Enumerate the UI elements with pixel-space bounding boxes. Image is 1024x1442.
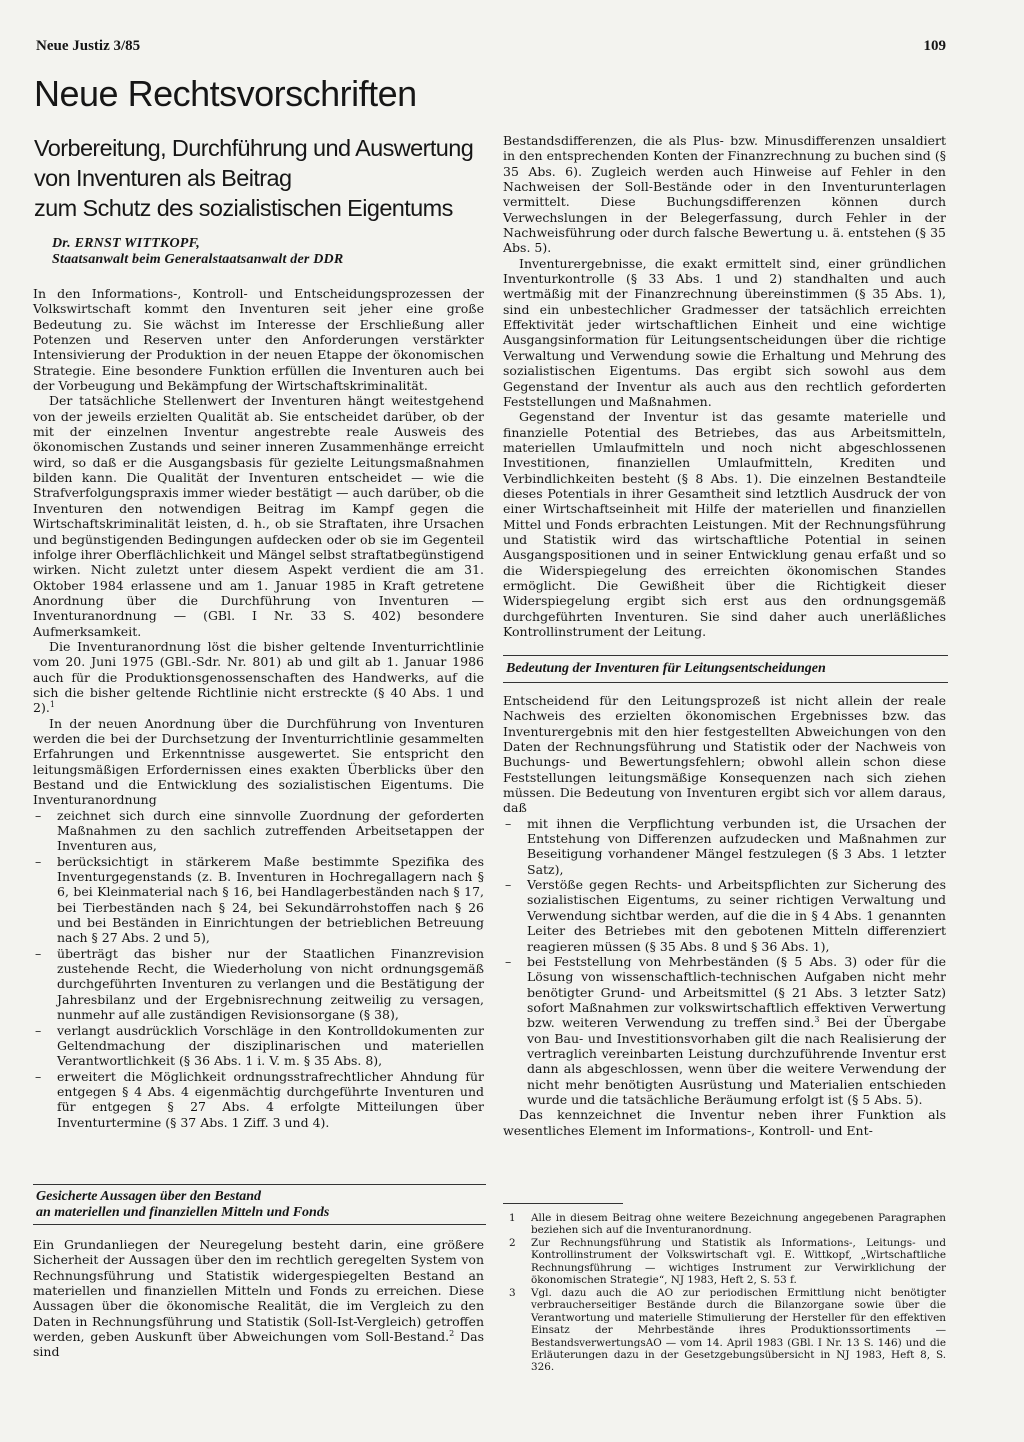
footnotes [503,1212,946,1374]
footnote-ref[interactable]: 2 [449,1328,455,1338]
article-title [34,133,489,223]
footnote-ref[interactable]: 3 [814,1015,820,1025]
footnote-number: 3 [509,1286,516,1299]
footnote-ref[interactable]: 1 [49,700,55,710]
list-item-text: bei Feststellung von Mehrbeständen (§ 5 Abs. 3) oder für die Lösung von wissenschaftlich-technischen Aufgaben nicht mehr benötigter Grund- und Arbeitsmittel (§ 21 Abs. 3 letzter Satz) sofort Maßnahmen zur volkswirtschaftlich effektiven Verwertung bzw. weiteren Verwendung zu treffen sind. [527,953,946,1031]
section-title: Neue Rechtsvorschriften [34,73,417,114]
paragraph [33,639,484,716]
footnote-text: Vgl. dazu auch die AO zur periodischen Ermittlung nicht benötigter verbraucherseitiger Bestände durch die Bilanzorgane sowie über die Verantwortung und materielle Stimulierung der Hersteller für den effektiven Einsatz der Mehrbestände ihres Produktionssortiments — BestandsverwertungsAO — vom 14. April 1983 (GBl. I Nr. 13 S. 146) und die Erläuterungen dazu in der Gesetzgebungsübersicht in NJ 1983, Heft 8, S. 326. [531,1286,946,1374]
author-role: Staatsanwalt beim Generalstaatsanwalt der DDR [52,252,344,267]
paragraph [33,1237,484,1360]
list-item: – erweitert die Möglichkeit ordnungsstrafrechtlicher Ahndung für entgegen § 4 Abs. 4 eigenmächtig durchgeführte Inventuren und für entgegen § 27 Abs. 4 erfolgte Mitteilungen über Inventurtermine (§ 37 Abs. 1 Ziff. 3 und 4). [33,1069,484,1130]
footnote-divider [503,1203,623,1204]
bullet-list [503,816,946,1108]
subheading [36,1189,486,1221]
left-column [33,286,484,1130]
bullet-list [33,808,484,1130]
page-number: 109 [923,38,946,54]
paragraph: Inventurergebnisse, die exakt ermittelt sind, einer gründlichen Inventurkontrolle (§ 33 Abs. 1 und 2) standhalten und auch wertmäßig mit der Finanzrechnung übereinstimmen (§ 35 Abs. 1), sind ein unbestechlicher Gradmesser der tatsächlich erreichten Effektivität jeder wirtschaftlichen Einheit und eine wichtige Ausgangsinformation für Leitungsentscheidungen über die richtige Verwaltung und Verwendung sowie die Erhaltung und Mehrung des sozialistischen Eigentums. Das ergibt sich sowohl aus dem Gegenstand der Inventur als auch aus den rechtlich geforderten Feststellungen und Maßnahmen. [503,255,946,409]
paragraph: Gegenstand der Inventur ist das gesamte materielle und finanzielle Potential des Betriebes, das aus Arbeitsmitteln, materiellen Umlaufmitteln und noch nicht abgeschlossenen Investitionen, finanziellen Umlaufmitteln, Krediten und Verbindlichkeiten besteht (§ 8 Abs. 1). Die einzelnen Bestandteile dieses Potentials in ihrer Gesamtheit sind letztlich Ausdruck der von einer Wirtschaftseinheit mit Hilfe der materiellen und finanziellen Mittel und Fonds erbrachten Leistungen. Mit der Rechnungsführung und Statistik wird das wirtschaftliche Potential in seinen Ausgangspositionen und in seiner Entwicklung genau erfaßt und so die Widerspiegelung des erreichten ökonomischen Standes ermöglicht. Die Gewißheit über die Richtigkeit dieser Widerspiegelung ergibt sich erst aus den ordnungsgemäß durchgeführten Inventuren. Sie sind daher auch unerläßliches Kontrollinstrument der Leitung. [503,409,946,639]
divider [503,655,948,656]
list-item: – überträgt das bisher nur der Staatlichen Finanzrevision zustehende Recht, die Wiederholung von nicht ordnungsgemäß durchgeführten Inventuren zu verlangen und die Bestätigung der Jahresbilanz und der Ergebnisrechnung zeitweilig zu versagen, nunmehr auf alle zuständigen Revisionsorgane (§ 38), [33,946,484,1023]
divider [503,682,948,683]
paragraph: Entscheidend für den Leitungsprozeß ist nicht allein der reale Nachweis des erzielten ökonomischen Ergebnisses bzw. das Inventurergebnis mit den hier festgestellten Abweichungen von den Daten der Rechnungsführung und Statistik oder der Nachweis von Buchungs- und Bewertungsfehlern; obwohl allein schon diese Feststellungen leitungsmäßige Konsequenzen nach sich ziehen müssen. Die Bedeutung von Inventuren ergibt sich vor allem daraus, daß [503,693,946,816]
list-item-text: Bei der Übergabe von Bau- und Investitionsvorhaben gilt die nach Realisierung der vertraglich vereinbarten Leistung durchzuführende Inventur erst dann als abgeschlossen, wenn über die weitere Verwendung der nicht mehr benötigten Ausrüstung und Materialien entschieden wurde und die tatsächliche Beräumung erfolgt ist (§ 5 Abs. 5). [527,1015,947,1107]
footnote [503,1212,946,1237]
article-title-line: von Inventuren als Beitrag [34,165,292,191]
footnote-number: 1 [509,1212,516,1224]
divider [33,1184,486,1185]
author-block [52,236,343,268]
paragraph: In den Informations-, Kontroll- und Entscheidungsprozessen der Volkswirtschaft kommt den Inventuren seit jeher eine große Bedeutung zu. Sie wächst im Interesse der Erschließung aller Potenzen und Reserven unter den Anforderungen verstärkter Intensivierung der Produktion in der neuen Etappe der ökonomischen Strategie. Eine besondere Funktion erfüllen die Inventuren auch bei der Vorbeugung und Bekämpfung der Wirtschaftskriminalität. [33,286,484,394]
article-title-line: Vorbereitung, Durchführung und Auswertung [34,135,474,161]
paragraph-text: Die Inventuranordnung löst die bisher geltende Inventurrichtlinie vom 20. Juni 1975 (GBl.-Sdr. Nr. 801) ab und gilt ab 1. Januar 1986 auch für die Produktionsgenossenschaften des Handwerks, auf die sich die bisher geltende Richtlinie nicht erstreckte (§ 40 Abs. 1 und 2). [33,638,484,716]
journal-issue: Neue Justiz 3/85 [36,38,141,54]
list-item: – berücksichtigt in stärkerem Maße bestimmte Spezifika des Inventurgegenstands (z. B. Inventuren in Hochregallagern nach § 6, bei Kleinmaterial nach § 16, bei Handlagerbeständen nach § 17, bei Tierbeständen nach § 24, bei Sekundärrohstoffen nach § 26 und bei Beständen in Einrichtungen der betrieblichen Betreuung nach § 27 Abs. 2 und 5), [33,854,484,946]
list-item: – zeichnet sich durch eine sinnvolle Zuordnung der geforderten Maßnahmen zu den sachlich zutreffenden Arbeitsetappen der Inventuren aus, [33,808,484,854]
article-title-line: zum Schutz des sozialistischen Eigentums [34,195,453,221]
footnote-number: 2 [509,1236,516,1249]
paragraph: In der neuen Anordnung über die Durchführung von Inventuren werden die bei der Durchsetzung der Inventurrichtlinie gesammelten Erfahrungen und Erkenntnisse ausgewertet. Sie entspricht den leitungsmäßigen Erfordernissen eines exakten Überblicks über den Bestand und die Entwicklung des sozialistischen Eigentums. Die Inventuranordnung [33,715,484,808]
list-item: – Verstöße gegen Rechts- und Arbeitspflichten zur Sicherung des sozialistischen Eigentums, zu seiner richtigen Verwaltung und Verwendung sichtbar werden, auf die die in § 4 Abs. 1 genannten Leiter des Betriebes mit den gebotenen Mitteln differenziert reagieren müssen (§ 35 Abs. 8 und § 36 Abs. 1), [503,877,946,954]
footnote-text: Zur Rechnungsführung und Statistik als Informations-, Leitungs- und Kontrollinstrument der Volkswirtschaft vgl. E. Wittkopf, „Wirtschaftliche Rechnungsführung — wichtiges Instrument zur Verwirklichung der ökonomischen Strategie“, NJ 1983, Heft 2, S. 53 f. [531,1236,946,1287]
footnote [503,1237,946,1287]
left-column-bottom [33,1237,484,1360]
author-name: Dr. ERNST WITTKOPF, [52,236,200,251]
paragraph-text: Ein Grundanliegen der Neuregelung besteht darin, eine größere Sicherheit der Aussagen über den im rechtlich geregelten System von Rechnungsführung und Statistik widergespiegelten Bestand an materiellen und finanziellen Mitteln und Fonds zu erreichen. Diese Aussagen über die ökonomische Realität, die im Vergleich zu den Daten in Rechnungsführung und Statistik (Soll-Ist-Vergleich) getroffen werden, geben Auskunft über Abweichungen vom Soll-Bestand. [33,1237,484,1345]
paragraph-text: Das sind [33,1329,484,1360]
footnote [503,1287,946,1374]
footnote-text: Alle in diesem Beitrag ohne weitere Bezeichnung angegebenen Paragraphen beziehen sich auf die Inventuranordnung. [531,1212,946,1237]
subheading-line: an materiellen und finanziellen Mitteln und Fonds [36,1205,330,1220]
right-column-continued [503,693,946,1138]
divider [33,1224,486,1225]
subheading: Bedeutung der Inventuren für Leitungsentscheidungen [506,661,826,676]
list-item: – mit ihnen die Verpflichtung verbunden ist, die Ursachen der Entstehung von Differenzen aufzudecken und Maßnahmen zur Beseitigung vorhandener Mängel festzulegen (§ 3 Abs. 1 letzter Satz), [503,816,946,877]
paragraph: Der tatsächliche Stellenwert der Inventuren hängt weitestgehend von der jeweils erzielten Qualität ab. Sie entscheidet darüber, ob der mit der einzelnen Inventur angestrebte reale Ausweis des ökonomischen Zustands und seiner inneren Zusammenhänge erreicht wird, so daß er die Ausgangsbasis für gezielte Leitungsmaßnahmen bilden kann. Die Qualität der Inventuren entscheidet — wie die Strafverfolgungspraxis immer wieder bestätigt — auch darüber, ob die Inventuren den notwendigen Beitrag im Kampf gegen die Wirtschaftskriminalität leisten, d. h., ob sie Straftaten, ihre Ursachen und begünstigenden Bedingungen aufdecken oder ob sie im Gegenteil infolge ihrer Oberflächlichkeit und Mängel selbst straftatbegünstigend wirken. Nicht zuletzt unter diesem Aspekt verdient die am 31. Oktober 1984 erlassene und am 1. Januar 1985 in Kraft getretene Anordnung über die Durchführung von Inventuren — Inventuranordnung — (GBl. I Nr. 33 S. 402) besondere Aufmerksamkeit. [33,393,484,639]
list-item [503,954,946,1107]
paragraph: Bestandsdifferenzen, die als Plus- bzw. Minusdifferenzen unsaldiert in den entsprechenden Konten der Finanzrechnung zu buchen sind (§ 35 Abs. 6). Zugleich werden auch Hinweise auf Fehler in den Nachweisen der Soll-Bestände oder in den Inventurunterlagen vermittelt. Diese Buchungsdifferenzen können durch Verwechslungen in der Belegerfassung, durch Fehler in der Nachweisführung oder durch falsche Bewertung u. ä. entstehen (§ 35 Abs. 5). [503,133,946,256]
right-column [503,133,946,639]
list-item: – verlangt ausdrücklich Vorschläge in den Kontrolldokumenten zur Geltendmachung der disziplinarischen und materiellen Verantwortlichkeit (§ 36 Abs. 1 i. V. m. § 35 Abs. 8), [33,1023,484,1069]
running-head [36,38,946,56]
subheading-line: Gesicherte Aussagen über den Bestand [36,1189,262,1204]
paragraph: Das kennzeichnet die Inventur neben ihrer Funktion als wesentliches Element im Informations-, Kontroll- und Ent- [503,1107,946,1138]
